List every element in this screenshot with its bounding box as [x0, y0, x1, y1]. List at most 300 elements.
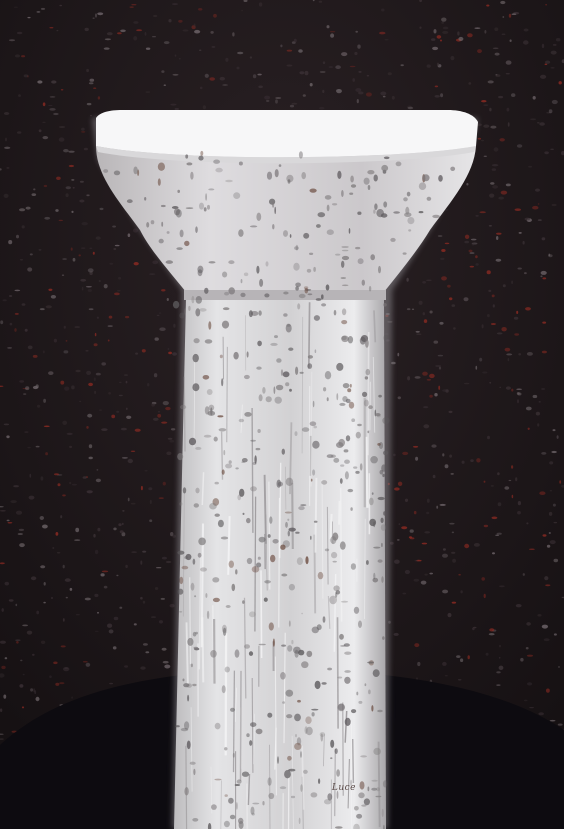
- texture-speckle: [445, 389, 448, 392]
- texture-speckle: [489, 382, 491, 384]
- texture-speckle: [97, 469, 99, 470]
- texture-speckle: [496, 671, 500, 673]
- texture-blotch: [187, 741, 191, 750]
- texture-blotch: [301, 613, 303, 615]
- texture-speckle: [426, 280, 432, 282]
- texture-speckle: [0, 320, 3, 324]
- texture-speckle: [502, 34, 506, 35]
- texture-blotch: [344, 460, 350, 464]
- texture-speckle: [90, 79, 95, 82]
- texture-speckle: [104, 47, 110, 49]
- texture-blotch: [235, 569, 237, 574]
- texture-speckle: [4, 147, 10, 149]
- texture-speckle: [497, 332, 503, 334]
- texture-speckle: [213, 14, 217, 18]
- texture-blotch: [282, 701, 285, 704]
- texture-speckle: [71, 211, 73, 213]
- texture-speckle: [329, 66, 333, 68]
- texture-speckle: [405, 499, 408, 502]
- texture-speckle: [557, 435, 559, 439]
- texture-speckle: [87, 414, 92, 418]
- texture-speckle: [415, 560, 418, 561]
- texture-blotch: [342, 396, 347, 402]
- texture-speckle: [175, 55, 177, 57]
- texture-speckle: [336, 89, 342, 93]
- texture-speckle: [170, 604, 175, 608]
- texture-blotch: [266, 396, 272, 402]
- texture-speckle: [424, 319, 427, 323]
- texture-blotch: [213, 160, 220, 164]
- texture-streak: [202, 617, 203, 682]
- texture-blotch: [342, 256, 349, 260]
- texture-blotch: [339, 634, 344, 640]
- texture-blotch: [166, 260, 173, 264]
- texture-blotch: [403, 197, 408, 201]
- texture-blotch: [277, 756, 279, 764]
- texture-blotch: [274, 207, 276, 214]
- texture-blotch: [179, 502, 182, 506]
- texture-blotch: [368, 690, 371, 695]
- texture-blotch: [213, 598, 220, 602]
- texture-blotch: [432, 215, 440, 218]
- texture-speckle: [143, 601, 145, 604]
- texture-blotch: [224, 821, 230, 827]
- texture-blotch: [222, 685, 226, 693]
- texture-speckle: [512, 495, 514, 498]
- texture-speckle: [93, 252, 95, 255]
- texture-speckle: [508, 122, 510, 126]
- texture-blotch: [316, 298, 322, 301]
- texture-speckle: [540, 75, 546, 79]
- texture-blotch: [382, 636, 385, 640]
- texture-blotch: [258, 557, 261, 560]
- texture-blotch: [297, 303, 300, 309]
- texture-speckle: [156, 567, 161, 568]
- texture-blotch: [215, 514, 220, 517]
- texture-blotch: [330, 757, 332, 759]
- texture-blotch: [280, 672, 286, 680]
- texture-blotch: [378, 395, 382, 398]
- texture-speckle: [464, 383, 469, 385]
- texture-blotch: [373, 209, 375, 213]
- texture-speckle: [394, 633, 399, 636]
- texture-speckle: [175, 108, 179, 110]
- texture-speckle: [147, 383, 149, 386]
- texture-speckle: [516, 311, 518, 314]
- texture-blotch: [365, 376, 368, 379]
- texture-speckle: [354, 52, 357, 55]
- texture-speckle: [421, 581, 427, 585]
- texture-blotch: [325, 195, 332, 200]
- texture-blotch: [304, 286, 308, 289]
- texture-speckle: [526, 522, 528, 524]
- texture-speckle: [493, 48, 499, 50]
- texture-speckle: [303, 94, 306, 97]
- texture-speckle: [481, 577, 485, 581]
- texture-speckle: [423, 312, 425, 315]
- texture-speckle: [173, 74, 179, 76]
- texture-speckle: [49, 108, 55, 111]
- texture-streak: [247, 784, 248, 829]
- texture-blotch: [341, 336, 346, 340]
- texture-speckle: [27, 447, 31, 448]
- texture-blotch: [195, 447, 201, 450]
- texture-speckle: [101, 428, 107, 431]
- texture-blotch: [407, 192, 411, 197]
- texture-speckle: [86, 69, 89, 72]
- texture-blotch: [375, 796, 381, 798]
- texture-speckle: [99, 280, 101, 282]
- texture-speckle: [48, 105, 52, 106]
- texture-speckle: [544, 638, 550, 641]
- texture-blotch: [347, 388, 351, 392]
- texture-speckle: [14, 7, 18, 8]
- texture-speckle: [449, 455, 452, 458]
- texture-blotch: [288, 179, 291, 183]
- texture-blotch: [274, 386, 276, 394]
- texture-speckle: [220, 77, 225, 81]
- texture-speckle: [390, 542, 394, 545]
- texture-speckle: [393, 454, 396, 457]
- texture-blotch: [369, 498, 374, 506]
- texture-blotch: [233, 753, 235, 758]
- texture-speckle: [507, 108, 510, 112]
- texture-blotch: [256, 729, 263, 735]
- texture-blotch: [364, 178, 370, 185]
- texture-blotch: [344, 670, 351, 673]
- texture-speckle: [517, 511, 521, 514]
- texture-speckle: [210, 31, 213, 34]
- texture-speckle: [89, 308, 94, 310]
- texture-speckle: [173, 324, 175, 328]
- texture-speckle: [114, 617, 119, 620]
- texture-speckle: [40, 565, 45, 568]
- texture-speckle: [94, 343, 98, 346]
- texture-speckle: [535, 189, 540, 192]
- texture-blotch: [185, 154, 188, 158]
- texture-blotch: [365, 339, 369, 348]
- texture-speckle: [84, 148, 88, 151]
- texture-speckle: [116, 411, 119, 413]
- texture-speckle: [417, 662, 420, 666]
- texture-blotch: [235, 784, 241, 786]
- texture-blotch: [167, 231, 170, 234]
- texture-blotch: [378, 559, 383, 562]
- texture-speckle: [489, 225, 492, 227]
- texture-blotch: [230, 708, 235, 712]
- texture-speckle: [140, 666, 145, 669]
- texture-speckle: [350, 66, 356, 67]
- texture-speckle: [15, 639, 20, 641]
- texture-speckle: [483, 125, 489, 128]
- texture-blotch: [194, 338, 200, 343]
- texture-blotch: [369, 286, 371, 292]
- texture-blotch: [300, 504, 306, 506]
- texture-blotch: [370, 254, 375, 260]
- texture-speckle: [506, 184, 511, 187]
- texture-speckle: [64, 387, 69, 391]
- texture-speckle: [475, 263, 478, 266]
- texture-blotch: [331, 552, 337, 558]
- texture-blotch: [221, 378, 223, 386]
- texture-blotch: [313, 267, 316, 272]
- texture-blotch: [161, 222, 163, 227]
- texture-blotch: [215, 723, 221, 730]
- texture-blotch: [210, 650, 217, 658]
- texture-blotch: [209, 503, 217, 510]
- texture-speckle: [86, 286, 92, 287]
- texture-speckle: [526, 647, 529, 649]
- texture-blotch: [254, 455, 256, 464]
- texture-speckle: [61, 645, 66, 647]
- texture-speckle: [101, 362, 106, 365]
- texture-speckle: [543, 534, 547, 536]
- texture-speckle: [222, 84, 228, 85]
- texture-blotch: [192, 684, 196, 686]
- texture-speckle: [257, 74, 261, 76]
- texture-blotch: [225, 464, 232, 469]
- texture-blotch: [175, 725, 179, 727]
- texture-blotch: [256, 367, 261, 370]
- texture-blotch: [299, 151, 303, 158]
- texture-speckle: [443, 27, 449, 30]
- texture-blotch: [212, 577, 219, 582]
- texture-blotch: [367, 662, 374, 664]
- texture-blotch: [354, 806, 359, 811]
- texture-blotch: [191, 664, 193, 668]
- texture-speckle: [16, 511, 22, 515]
- texture-speckle: [59, 220, 63, 221]
- texture-blotch: [306, 651, 312, 657]
- texture-blotch: [368, 185, 371, 190]
- texture-speckle: [538, 203, 540, 204]
- texture-blotch: [173, 301, 179, 309]
- texture-blotch: [312, 469, 315, 475]
- texture-blotch: [381, 165, 388, 171]
- texture-blotch: [207, 389, 213, 395]
- texture-blotch: [346, 435, 350, 441]
- texture-blotch: [229, 561, 234, 568]
- texture-speckle: [117, 290, 121, 291]
- texture-blotch: [372, 492, 374, 495]
- texture-speckle: [524, 700, 528, 702]
- texture-speckle: [440, 258, 444, 260]
- texture-speckle: [99, 410, 102, 411]
- texture-blotch: [323, 616, 326, 623]
- texture-speckle: [85, 28, 89, 31]
- texture-blotch: [327, 229, 334, 235]
- texture-speckle: [64, 326, 66, 329]
- texture-speckle: [464, 241, 469, 244]
- texture-blotch: [177, 453, 183, 460]
- texture-speckle: [438, 386, 440, 390]
- texture-blotch: [358, 792, 364, 798]
- texture-blotch: [205, 193, 207, 201]
- texture-speckle: [131, 551, 137, 552]
- texture-blotch: [315, 349, 317, 353]
- texture-speckle: [120, 30, 126, 33]
- texture-speckle: [526, 622, 531, 626]
- texture-blotch: [258, 310, 261, 315]
- texture-speckle: [95, 13, 97, 17]
- texture-speckle: [143, 643, 148, 646]
- texture-blotch: [291, 640, 293, 644]
- texture-blotch: [184, 241, 189, 246]
- texture-speckle: [122, 457, 128, 458]
- texture-blotch: [194, 647, 199, 649]
- texture-blotch: [214, 779, 221, 781]
- texture-speckle: [559, 480, 561, 484]
- texture-speckle: [410, 529, 414, 532]
- texture-blotch: [272, 224, 274, 229]
- texture-speckle: [511, 281, 513, 285]
- texture-speckle: [88, 268, 94, 272]
- texture-blotch: [338, 439, 345, 447]
- texture-speckle: [90, 115, 92, 116]
- texture-speckle: [358, 71, 361, 73]
- texture-speckle: [496, 259, 502, 262]
- texture-blotch: [294, 246, 299, 250]
- texture-blotch: [239, 489, 244, 497]
- texture-blotch: [337, 677, 342, 679]
- texture-speckle: [1, 666, 5, 669]
- texture-speckle: [42, 525, 48, 529]
- texture-speckle: [355, 31, 358, 33]
- texture-streak: [368, 332, 369, 455]
- texture-speckle: [452, 304, 456, 307]
- texture-blotch: [186, 554, 192, 560]
- texture-blotch: [311, 792, 318, 797]
- texture-speckle: [542, 351, 547, 354]
- texture-speckle: [550, 490, 552, 491]
- texture-streak: [327, 507, 328, 585]
- texture-speckle: [40, 308, 45, 310]
- texture-speckle: [402, 593, 406, 595]
- texture-speckle: [140, 597, 143, 600]
- texture-speckle: [109, 683, 113, 685]
- texture-blotch: [294, 743, 301, 750]
- texture-speckle: [81, 131, 85, 132]
- texture-speckle: [60, 381, 64, 385]
- texture-blotch: [207, 611, 209, 619]
- texture-speckle: [163, 661, 169, 664]
- texture-speckle: [547, 545, 550, 548]
- texture-speckle: [118, 523, 121, 526]
- texture-blotch: [295, 431, 298, 436]
- texture-speckle: [512, 13, 517, 15]
- texture-blotch: [158, 163, 165, 171]
- texture-blotch: [307, 363, 312, 369]
- texture-speckle: [527, 352, 533, 356]
- texture-blotch: [366, 369, 371, 375]
- texture-speckle: [32, 654, 35, 656]
- texture-speckle: [479, 358, 482, 362]
- texture-speckle: [472, 243, 475, 246]
- texture-speckle: [82, 222, 88, 225]
- texture-speckle: [152, 260, 158, 264]
- texture-blotch: [177, 190, 180, 193]
- texture-blotch: [257, 341, 262, 347]
- texture-speckle: [165, 407, 170, 410]
- texture-speckle: [510, 39, 512, 42]
- texture-speckle: [465, 235, 469, 239]
- texture-speckle: [357, 99, 359, 103]
- texture-speckle: [15, 604, 17, 607]
- texture-speckle: [550, 720, 556, 722]
- texture-blotch: [285, 522, 288, 528]
- texture-speckle: [113, 646, 117, 649]
- texture-speckle: [551, 451, 557, 453]
- texture-speckle: [74, 326, 80, 328]
- texture-speckle: [480, 211, 486, 213]
- texture-blotch: [379, 442, 383, 449]
- texture-blotch: [282, 449, 285, 455]
- texture-speckle: [499, 657, 501, 659]
- texture-speckle: [157, 414, 161, 418]
- texture-speckle: [16, 641, 19, 644]
- texture-speckle: [490, 126, 496, 129]
- texture-speckle: [484, 30, 486, 34]
- texture-speckle: [108, 325, 113, 326]
- texture-speckle: [86, 371, 91, 375]
- texture-speckle: [64, 667, 68, 669]
- texture-speckle: [205, 74, 209, 78]
- texture-speckle: [167, 298, 169, 301]
- texture-speckle: [538, 219, 542, 221]
- texture-speckle: [10, 500, 16, 503]
- texture-speckle: [515, 477, 517, 481]
- texture-blotch: [220, 355, 223, 359]
- texture-speckle: [70, 588, 73, 591]
- texture-speckle: [519, 232, 522, 234]
- texture-speckle: [526, 407, 532, 411]
- texture-blotch: [368, 405, 373, 409]
- texture-speckle: [43, 602, 46, 604]
- texture-speckle: [5, 582, 10, 586]
- texture-blotch: [191, 296, 194, 303]
- texture-blotch: [256, 266, 259, 274]
- texture-blotch: [262, 801, 264, 805]
- texture-speckle: [151, 403, 155, 406]
- texture-speckle: [168, 348, 170, 350]
- texture-blotch: [336, 363, 343, 371]
- texture-speckle: [501, 327, 506, 331]
- texture-blotch: [301, 172, 306, 179]
- texture-blotch: [183, 487, 186, 493]
- texture-blotch: [295, 286, 299, 290]
- texture-speckle: [51, 597, 53, 599]
- texture-speckle: [133, 21, 138, 24]
- texture-speckle: [264, 96, 270, 100]
- texture-blotch: [224, 292, 229, 296]
- texture-blotch: [310, 421, 317, 426]
- texture-speckle: [26, 207, 31, 210]
- texture-blotch: [360, 463, 363, 470]
- texture-speckle: [172, 352, 177, 355]
- texture-blotch: [268, 793, 274, 799]
- texture-speckle: [437, 35, 442, 39]
- texture-speckle: [94, 377, 96, 381]
- texture-speckle: [491, 485, 494, 487]
- texture-speckle: [464, 297, 469, 301]
- texture-speckle: [424, 574, 427, 576]
- texture-speckle: [59, 137, 65, 141]
- texture-speckle: [128, 233, 131, 237]
- texture-blotch: [246, 733, 249, 737]
- texture-blotch: [295, 367, 298, 375]
- texture-blotch: [244, 644, 250, 649]
- texture-speckle: [499, 645, 501, 648]
